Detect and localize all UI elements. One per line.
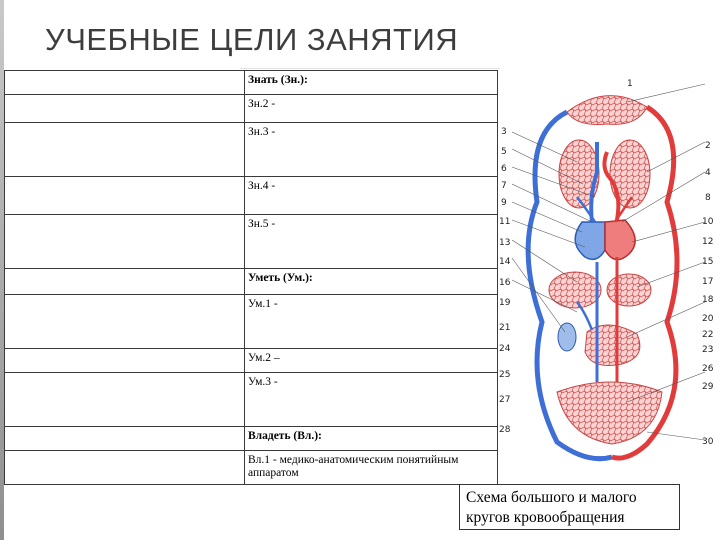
table-cell-empty [5,123,245,177]
table-cell-empty [5,295,245,349]
table-cell-empty [5,177,245,215]
table-cell-empty [5,373,245,427]
table-row [5,427,498,451]
table-cell-empty [5,71,245,95]
label-right: 26 [702,364,714,374]
table-row [5,295,498,349]
goal-header-master: Владеть (Вл.): [245,427,498,451]
label-left: 19 [499,298,511,308]
circulation-diagram [497,72,720,472]
diagram-caption: Схема большого и малого кругов кровообращения [459,484,680,530]
label-left: 24 [499,344,511,354]
label-right: 18 [702,295,714,305]
label-right: 1 [627,79,633,89]
goal-item-know-5: Зн.5 - [245,215,498,269]
label-left: 21 [499,323,511,333]
label-left: 5 [501,147,507,157]
label-right: 10 [702,217,714,227]
table-row [5,215,498,269]
page-title: УЧЕБНЫЕ ЦЕЛИ ЗАНЯТИЯ [45,22,459,57]
table-row [5,177,498,215]
label-right: 17 [702,277,714,287]
goal-item-know-3: Зн.3 - [245,123,498,177]
table-cell-empty [5,451,245,485]
goal-item-can-3: Ум.3 - [245,373,498,427]
label-left: 28 [499,425,511,435]
label-left: 14 [499,257,511,267]
goal-header-can: Уметь (Ум.): [245,269,498,295]
label-right: 29 [702,382,714,392]
label-left: 6 [501,164,507,174]
label-left: 25 [499,370,511,380]
label-left: 9 [501,198,507,208]
label-left: 16 [499,278,511,288]
label-left: 11 [499,217,511,227]
heart-right [575,222,605,259]
goal-item-can-2: Ум.2 – [245,349,498,373]
label-right: 15 [702,257,714,267]
label-right: 30 [702,437,714,447]
table-row [5,95,498,123]
table-row [5,373,498,427]
table-cell-empty [5,349,245,373]
label-right: 20 [702,314,714,324]
goal-header-know: Знать (Зн.): [245,71,498,95]
heart-left [605,220,635,260]
table-cell-empty [5,269,245,295]
goal-item-master-1: Вл.1 - медико-анатомическим понятийным аппаратом [245,451,498,485]
label-right: 4 [705,168,711,178]
goal-item-know-4: Зн.4 - [245,177,498,215]
label-right: 12 [702,237,714,247]
kidney [558,323,576,351]
table-cell-empty [5,95,245,123]
goal-item-know-2: Зн.2 - [245,95,498,123]
learning-goals-table [4,70,498,485]
label-left: 7 [501,181,507,191]
table-row [5,451,498,485]
label-left: 13 [499,238,511,248]
label-right: 22 [702,330,714,340]
label-right: 23 [702,345,714,355]
label-right: 8 [705,193,711,203]
goal-item-can-1: Ум.1 - [245,295,498,349]
title-divider [240,68,500,69]
table-row [5,349,498,373]
table-row [5,269,498,295]
table-row [5,71,498,95]
intestine [585,325,640,366]
label-left: 27 [499,395,511,405]
table-cell-empty [5,215,245,269]
table-row [5,123,498,177]
table-cell-empty [5,427,245,451]
liver [549,272,601,308]
stomach [607,274,651,306]
label-left: 3 [501,127,507,137]
label-right: 2 [705,141,711,151]
lower-capillary-bed [557,382,662,444]
